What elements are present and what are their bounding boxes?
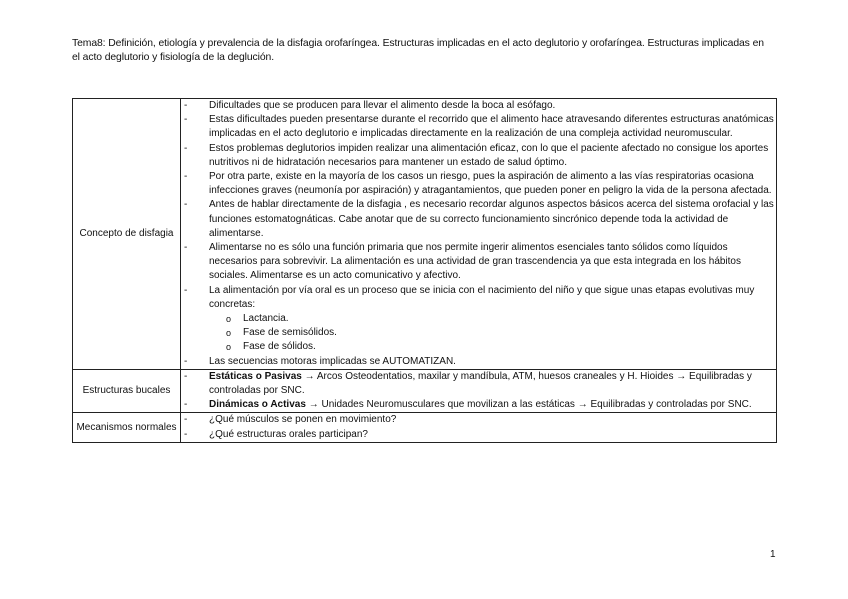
- list-item: [181, 398, 776, 412]
- list-item: - Por otra parte, existe en la mayoría de los casos un riesgo, pues la aspiración de alimento a las vías respiratorias ocasiona infecciones graves (neumonía por aspiración) y atragantamientos, que pueden poner en peligro la vida de la persona afectada.: [181, 170, 776, 198]
- sub-list-item: [209, 340, 776, 354]
- list-item: - Antes de hablar directamente de la disfagia , es necesario recordar algunos aspectos básicos acerca del sistema orofacial y las funciones estomatognáticas. Cabe anotar que de su correcto funcionamiento sincrónico depende toda la actividad de alimentarse.: [181, 198, 776, 241]
- table-row-mecanismos: [73, 413, 777, 442]
- list-item: - ¿Qué estructuras orales participan?: [181, 428, 776, 442]
- row-label-estructuras: Estructuras bucales: [73, 369, 181, 413]
- circle-bullet-icon: o: [226, 342, 232, 353]
- table-row-concepto: [73, 99, 777, 370]
- sub-list-item-text: Fase de sólidos.: [243, 341, 316, 353]
- circle-bullet-icon: o: [226, 314, 232, 325]
- bold-term: Estáticas o Pasivas: [209, 370, 302, 382]
- row-label-mecanismos: Mecanismos normales: [73, 413, 181, 442]
- list-item: - Estos problemas deglutorios impiden realizar una alimentación eficaz, con lo que el paciente afectado no consigue los aportes nutritivos ni de hidratación necesarios para mantener un estado de salud óptimo.: [181, 142, 776, 170]
- sub-list-item: [209, 312, 776, 326]
- row-content-estructuras: [181, 369, 777, 413]
- page-number: 1: [770, 549, 776, 560]
- content-table: [72, 98, 777, 443]
- document-title: Tema8: Definición, etiología y prevalencia de la disfagia orofaríngea. Estructuras implicadas en el acto deglutorio y orofaríngea. Estructuras implicadas en el acto deglutorio y fisiología de la deglución.: [72, 38, 764, 63]
- list-item: - Dificultades que se producen para llevar el alimento desde la boca al esófago.: [181, 99, 776, 113]
- sub-list: [209, 312, 776, 355]
- list-item-text: Unidades Neuromusculares que movilizan a las estáticas → Equilibradas y controladas por SNC.: [318, 399, 752, 411]
- dash-list: [181, 413, 776, 441]
- arrow-icon: →: [308, 399, 319, 411]
- row-label-concepto: Concepto de disfagia: [73, 99, 181, 370]
- sub-list-item-text: Fase de semisólidos.: [243, 327, 337, 339]
- dash-list: [181, 99, 776, 369]
- sub-list-item: [209, 326, 776, 340]
- row-content-concepto: [181, 99, 777, 370]
- list-item: [181, 284, 776, 355]
- list-item-text: Arcos Osteodentatios, maxilar y mandíbula, ATM, huesos craneales y H. Hioides → Equilibradas y controladas por SNC.: [209, 370, 752, 397]
- list-item: - ¿Qué músculos se ponen en movimiento?: [181, 413, 776, 427]
- sub-list-item-text: Lactancia.: [243, 313, 289, 325]
- bold-term: Dinámicas o Activas: [209, 399, 306, 411]
- list-item-text: La alimentación por vía oral es un proceso que se inicia con el nacimiento del niño y que sigue unas etapas evolutivas muy concretas:: [209, 284, 755, 310]
- row-content-mecanismos: [181, 413, 777, 442]
- circle-bullet-icon: o: [226, 328, 232, 339]
- list-item: - Alimentarse no es sólo una función primaria que nos permite ingerir alimentos esenciales tanto sólidos como líquidos necesarios para sobrevivir. La alimentación es una actividad de gran trascendencia ya que esta integrada en los hábitos sociales. Alimentarse es un acto comunicativo y afectivo.: [181, 241, 776, 284]
- table-row-estructuras: [73, 369, 777, 413]
- list-item: - Las secuencias motoras implicadas se AUTOMATIZAN.: [181, 355, 776, 369]
- arrow-icon: →: [304, 370, 315, 382]
- list-item: - Estas dificultades pueden presentarse durante el recorrido que el alimento hace atravesando diferentes estructuras anatómicas implicadas en el acto deglutorio e implicadas directamente en la realización de una compleja actividad neuromuscular.: [181, 113, 776, 141]
- dash-list: [181, 370, 776, 413]
- list-item: [181, 370, 776, 398]
